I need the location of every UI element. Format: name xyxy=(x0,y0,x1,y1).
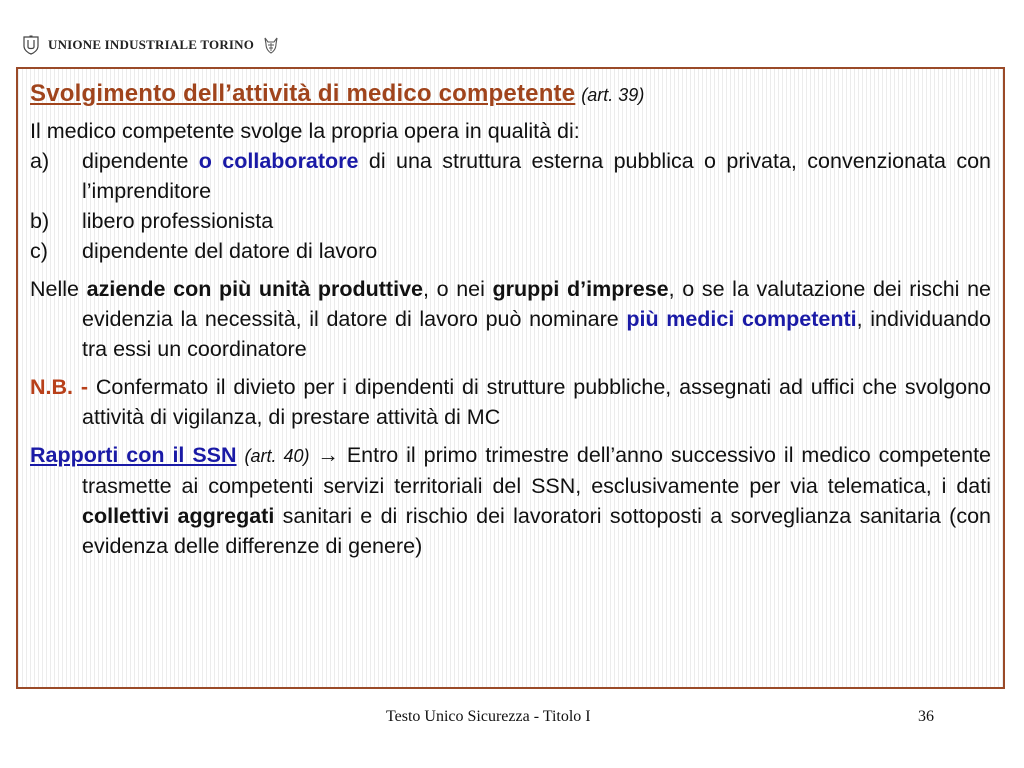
page-number: 36 xyxy=(918,708,934,725)
bold-text: collettivi aggregati xyxy=(82,504,275,528)
bull-crest-icon xyxy=(262,35,280,55)
slide-title-line xyxy=(30,79,991,110)
title-article-ref: (art. 39) xyxy=(581,85,645,105)
shield-emblem-icon xyxy=(22,35,40,55)
list-item xyxy=(30,146,991,206)
slide-header xyxy=(22,34,280,56)
role-list xyxy=(30,146,991,266)
bold-text: aziende con più unità produttive xyxy=(86,277,423,301)
bold-text: gruppi d’imprese xyxy=(492,277,669,301)
para-text: , o se la valutazione dei rischi ne evidenzia la necessità, il datore di lavoro può nominare xyxy=(82,277,992,331)
para-text: sanitari e di rischio dei lavoratori sottoposti a sorveglianza sanitaria (con evidenza delle differenze di genere) xyxy=(82,504,991,558)
organization-name: UNIONE INDUSTRIALE TORINO xyxy=(48,37,255,52)
emphasis-text: più medici competenti xyxy=(626,307,857,331)
list-item xyxy=(30,206,991,236)
para-text: , o nei xyxy=(422,277,493,301)
intro-text: Il medico competente svolge la propria opera in qualità di: xyxy=(30,119,580,143)
ssn-article-ref: (art. 40) xyxy=(244,446,310,466)
ssn-heading: Rapporti con il SSN xyxy=(30,443,237,467)
list-text: dipendente del datore di lavoro xyxy=(82,239,378,263)
para-text: Entro il primo trimestre dell’anno successivo il medico competente trasmette ai competenti servizi territoriali del SSN, esclusivamente per via telematica, i dati xyxy=(82,443,991,498)
footer-text: Testo Unico Sicurezza - Titolo I xyxy=(386,708,591,725)
list-item xyxy=(30,236,991,266)
para-text: Confermato il divieto per i dipendenti di strutture pubbliche, assegnati ad uffici che svolgono attività di vigilanza, di prestare attività di MC xyxy=(82,375,991,429)
slide-content-box xyxy=(16,67,1005,689)
emphasis-text: o collaboratore xyxy=(198,149,359,173)
slide-title: Svolgimento dell’attività di medico competente xyxy=(30,80,576,107)
para-text: Nelle xyxy=(30,277,87,301)
nb-paragraph xyxy=(30,372,991,432)
multi-site-paragraph xyxy=(30,274,991,364)
nb-label: N.B. - xyxy=(30,375,88,399)
ssn-paragraph xyxy=(30,440,991,561)
list-marker: b) xyxy=(30,209,50,233)
list-marker: c) xyxy=(30,239,48,263)
list-marker: a) xyxy=(30,149,50,173)
para-text: , individuando tra essi un coordinatore xyxy=(82,307,991,361)
list-text: libero professionista xyxy=(82,209,274,233)
arrow-right-icon: → xyxy=(317,443,339,467)
list-text: dipendente xyxy=(82,149,199,173)
list-text: di una struttura esterna pubblica o privata, convenzionata con l’imprenditore xyxy=(82,149,991,203)
